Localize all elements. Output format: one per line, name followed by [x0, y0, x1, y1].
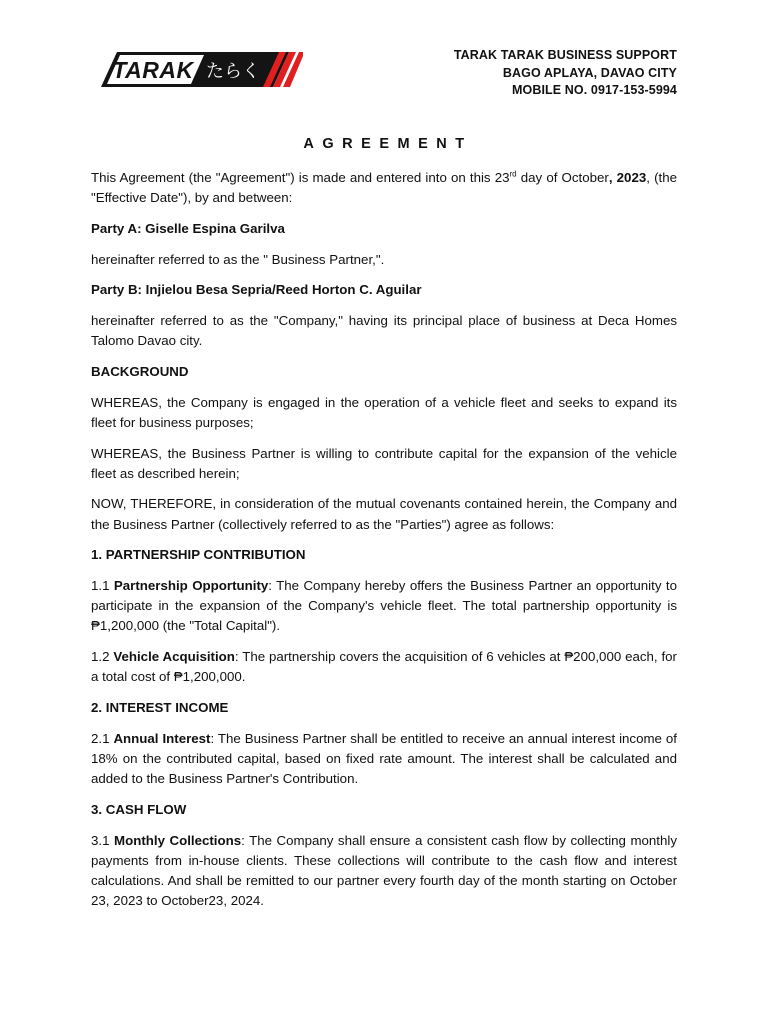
- intro-year: , 2023: [608, 170, 647, 185]
- tarak-logo-graphic: [97, 50, 303, 88]
- clause-paragraph: [91, 729, 677, 790]
- page-title: AGREEMENT: [303, 136, 473, 152]
- party-a-heading: Party A: Giselle Espina Garilva: [91, 220, 285, 236]
- clause-paragraph: [91, 831, 677, 912]
- now-therefore-clause: NOW, THEREFORE, in consideration of the mutual covenants contained herein, the Company and the Business Partner (collectively referred to as the "Parties") agree as follows:: [91, 496, 677, 532]
- logo-kana: たらく: [206, 61, 260, 82]
- intro-text: This Agreement (the "Agreement") is made and entered into on this 23: [91, 170, 510, 185]
- clause-term: Monthly Collections: [114, 832, 242, 848]
- clause-term: Vehicle Acquisition: [113, 649, 235, 665]
- section-heading: 3. CASH FLOW: [91, 801, 187, 817]
- whereas-clause: WHEREAS, the Business Partner is willing to contribute capital for the expansion of the vehicle fleet as described herein;: [91, 445, 677, 481]
- clause-text: : The Business Partner shall be entitled to receive an annual interest income of 18% on the contributed capital, based on fixed rate amount. The interest shall be calculated and added to the Business Partner's Contribution.: [91, 730, 677, 787]
- clause-number: 3.1: [91, 832, 114, 848]
- clause-text: : The Company hereby offers the Business Partner an opportunity to participate in the expansion of the Company's vehicle fleet. The total partnership opportunity is ₱1,200,000 (the "Total Capital").: [91, 578, 677, 634]
- intro-paragraph: [91, 168, 677, 208]
- intro-ordinal: rd: [509, 169, 517, 179]
- clause-number: 1.1: [91, 578, 114, 594]
- clause-number: 2.1: [91, 730, 114, 746]
- logo-wordmark: TARAK: [112, 57, 194, 83]
- party-b-heading: Party B: Injielou Besa Sepria/Reed Horton C. Aguilar: [91, 282, 422, 298]
- agreement-body: [91, 168, 677, 922]
- clause-paragraph: [91, 576, 677, 637]
- party-a-reference: hereinafter referred to as the " Business Partner,".: [91, 251, 385, 267]
- company-header: [454, 47, 677, 100]
- intro-month: day of October: [516, 170, 609, 185]
- background-heading: BACKGROUND: [91, 363, 189, 379]
- clause-paragraph: [91, 647, 677, 687]
- company-mobile: MOBILE NO. 0917-153-5994: [512, 83, 677, 97]
- clause-text: : The Company shall ensure a consistent cash flow by collecting monthly payments from in-house clients. These collections will contribute to the cash flow and interest calculations. And shall be remitted to our partner every fourth day of the month starting on October 23, 2023 to October23, 2024.: [91, 832, 677, 909]
- company-name: TARAK TARAK BUSINESS SUPPORT: [453, 48, 677, 62]
- clause-text: : The partnership covers the acquisition of 6 vehicles at ₱200,000 each, for a total cost of ₱1,200,000.: [91, 649, 677, 685]
- company-address: BAGO APLAYA, DAVAO CITY: [502, 65, 677, 80]
- tarak-logo: [97, 50, 303, 88]
- intro-effective-date: , (the "Effective Date"), by and between:: [91, 170, 677, 206]
- section-heading: 2. INTEREST INCOME: [91, 700, 229, 716]
- clause-term: Annual Interest: [113, 730, 211, 746]
- section-heading: 1. PARTNERSHIP CONTRIBUTION: [91, 547, 306, 563]
- whereas-clause: WHEREAS, the Company is engaged in the operation of a vehicle fleet and seeks to expand its fleet for business purposes;: [91, 394, 677, 430]
- clause-term: Partnership Opportunity: [113, 578, 269, 594]
- party-b-reference: hereinafter referred to as the "Company," having its principal place of business at Deca Homes Talomo Davao city.: [91, 313, 677, 349]
- clause-number: 1.2: [91, 649, 114, 665]
